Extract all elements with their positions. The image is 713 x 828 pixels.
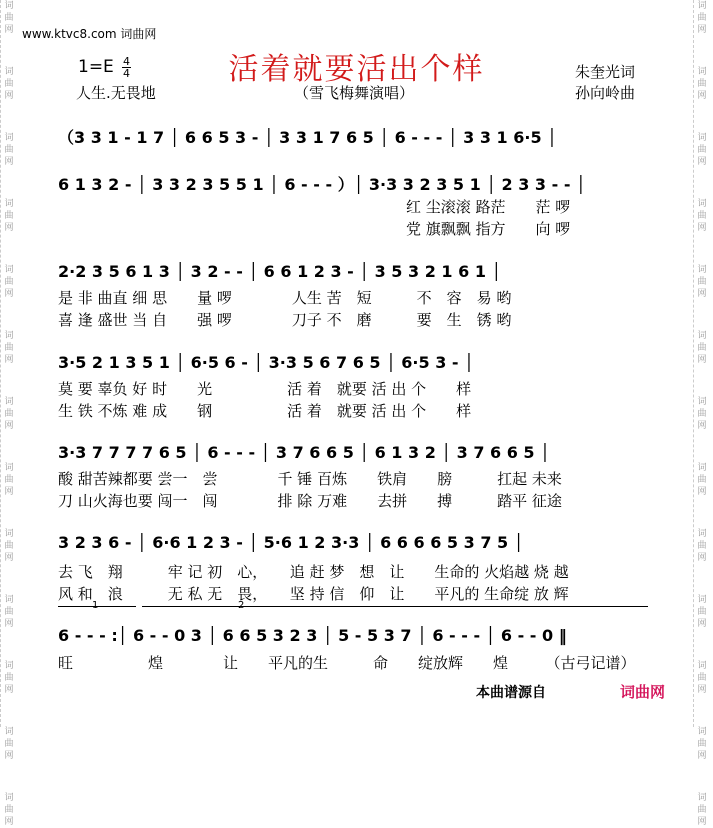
watermark-text: 词曲网 [4, 67, 14, 101]
watermark-text: 词曲网 [4, 727, 14, 761]
key-signature: 1=E [78, 57, 114, 77]
watermark-column [1, 0, 17, 828]
time-top: 4 [123, 55, 130, 68]
score-row-3-lyric-1: 是 非 曲直 细 思 量 啰 人生 苦 短 不 容 易 哟 [58, 289, 512, 307]
watermark-text: 词曲网 [697, 661, 707, 695]
score-row-6-lyric-2: 风 和 浪 无 私 无 畏， 坚 持 信 仰 让 平凡的 生命绽 放 辉 [58, 585, 569, 603]
watermark-text: 词曲网 [697, 133, 707, 167]
score-row-4-lyric-2: 生 铁 不炼 难 成 钢 活 着 就要 活 出 个 样 [58, 402, 472, 420]
lyricist: 朱奎光词 [575, 63, 636, 81]
score-row-5-lyric-2: 刀 山火海也要 闯一 闯 排 除 万难 去拼 搏 踏平 征途 [58, 492, 562, 510]
score-row-2-lyric-1: 红 尘滚滚 路茫 茫 啰 [406, 198, 571, 216]
score-row-1-notes: （3 3 1 - 1 7 │ 6 6 5 3 - │ 3 3 1 7 6 5 │ 6 - - - │ 3 3 1 6·5 │ [58, 128, 557, 147]
right-watermark-strip [693, 0, 710, 827]
watermark-text: 词曲网 [4, 661, 14, 695]
score-row-6-notes: 3 2 3 6 - │ 6·6 1 2 3 - │ 5·6 1 2 3·3 │ 6 6 6 6 5 3 7 5 │ [58, 533, 524, 552]
score-row-3-lyric-2: 喜 逢 盛世 当 自 强 啰 刀子 不 磨 要 生 锈 哟 [58, 311, 512, 329]
watermark-text: 词曲网 [4, 1, 14, 35]
site-logo[interactable]: 词曲网 [620, 683, 666, 701]
watermark-text: 词曲网 [697, 529, 707, 563]
watermark-column [694, 0, 710, 828]
score-row-4-lyric-1: 莫 要 辜负 好 时 光 活 着 就要 活 出 个 样 [58, 380, 472, 398]
composer: 孙向岭曲 [575, 84, 636, 102]
score-row-7-notes: 6 - - - :│ 6 - - 0 3 │ 6 6 5 3 2 3 │ 5 - 5 3 7 │ 6 - - - │ 6 - - 0 ‖ [58, 626, 567, 645]
volta-2-bracket [142, 606, 648, 607]
volta-1-label: 1 [92, 600, 99, 611]
watermark-text: 词曲网 [4, 595, 14, 629]
watermark-text: 词曲网 [697, 331, 707, 365]
watermark-text: 词曲网 [697, 793, 707, 827]
song-title: 活着就要活出个样 [228, 52, 485, 87]
watermark-text: 词曲网 [697, 595, 707, 629]
watermark-text: 词曲网 [697, 397, 707, 431]
score-row-6-lyric-1: 去 飞 翔 牢 记 初 心， 追 赶 梦 想 让 生命的 火焰越 烧 越 [58, 563, 569, 581]
left-watermark-strip [0, 0, 17, 827]
score-row-7-lyric-1: 旺 煌 让 平凡的生 命 绽放辉 煌 （古弓记谱） [58, 654, 636, 672]
watermark-text: 词曲网 [4, 265, 14, 299]
watermark-text: 词曲网 [697, 463, 707, 497]
watermark-text: 词曲网 [697, 67, 707, 101]
score-row-5-notes: 3·3 7 7 7 7 6 5 │ 6 - - - │ 3 7 6 6 5 │ 6 1 3 2 │ 3 7 6 6 5 │ [58, 443, 550, 462]
watermark-text: 词曲网 [4, 529, 14, 563]
watermark-text: 词曲网 [697, 1, 707, 35]
time-signature [122, 56, 131, 79]
watermark-text: 词曲网 [4, 133, 14, 167]
watermark-text: 词曲网 [4, 397, 14, 431]
watermark-text: 词曲网 [4, 793, 14, 827]
score-row-3-notes: 2·2 3 5 6 1 3 │ 3 2 - - │ 6 6 1 2 3 - │ 3 5 3 2 1 6 1 │ [58, 262, 502, 281]
score-row-4-notes: 3·5 2 1 3 5 1 │ 6·5 6 - │ 3·3 5 6 7 6 5 │ 6·5 3 - │ [58, 353, 474, 372]
singer: （雪飞梅舞演唱） [294, 84, 415, 102]
watermark-text: 词曲网 [697, 727, 707, 761]
time-bottom: 4 [123, 67, 130, 80]
site-url[interactable]: www.ktvc8.com 词曲网 [22, 27, 157, 41]
score-row-2-lyric-2: 党 旗飘飘 指方 向 啰 [406, 220, 571, 238]
score-row-2-notes: 6 1 3 2 - │ 3 3 2 3 5 5 1 │ 6 - - - ）│ 3·3 3 2 3 5 1 │ 2 3 3 - - │ [58, 175, 586, 194]
watermark-text: 词曲网 [4, 331, 14, 365]
watermark-text: 词曲网 [697, 265, 707, 299]
watermark-text: 词曲网 [4, 199, 14, 233]
score-row-5-lyric-1: 酸 甜苦辣都要 尝一 尝 千 锤 百炼 铁肩 膀 扛起 未来 [58, 470, 562, 488]
watermark-text: 词曲网 [697, 199, 707, 233]
tempo-mood: 人生.无畏地 [76, 84, 156, 102]
source-label: 本曲谱源自 [476, 685, 546, 701]
watermark-text: 词曲网 [4, 463, 14, 497]
volta-2-label: 2 [238, 600, 245, 611]
